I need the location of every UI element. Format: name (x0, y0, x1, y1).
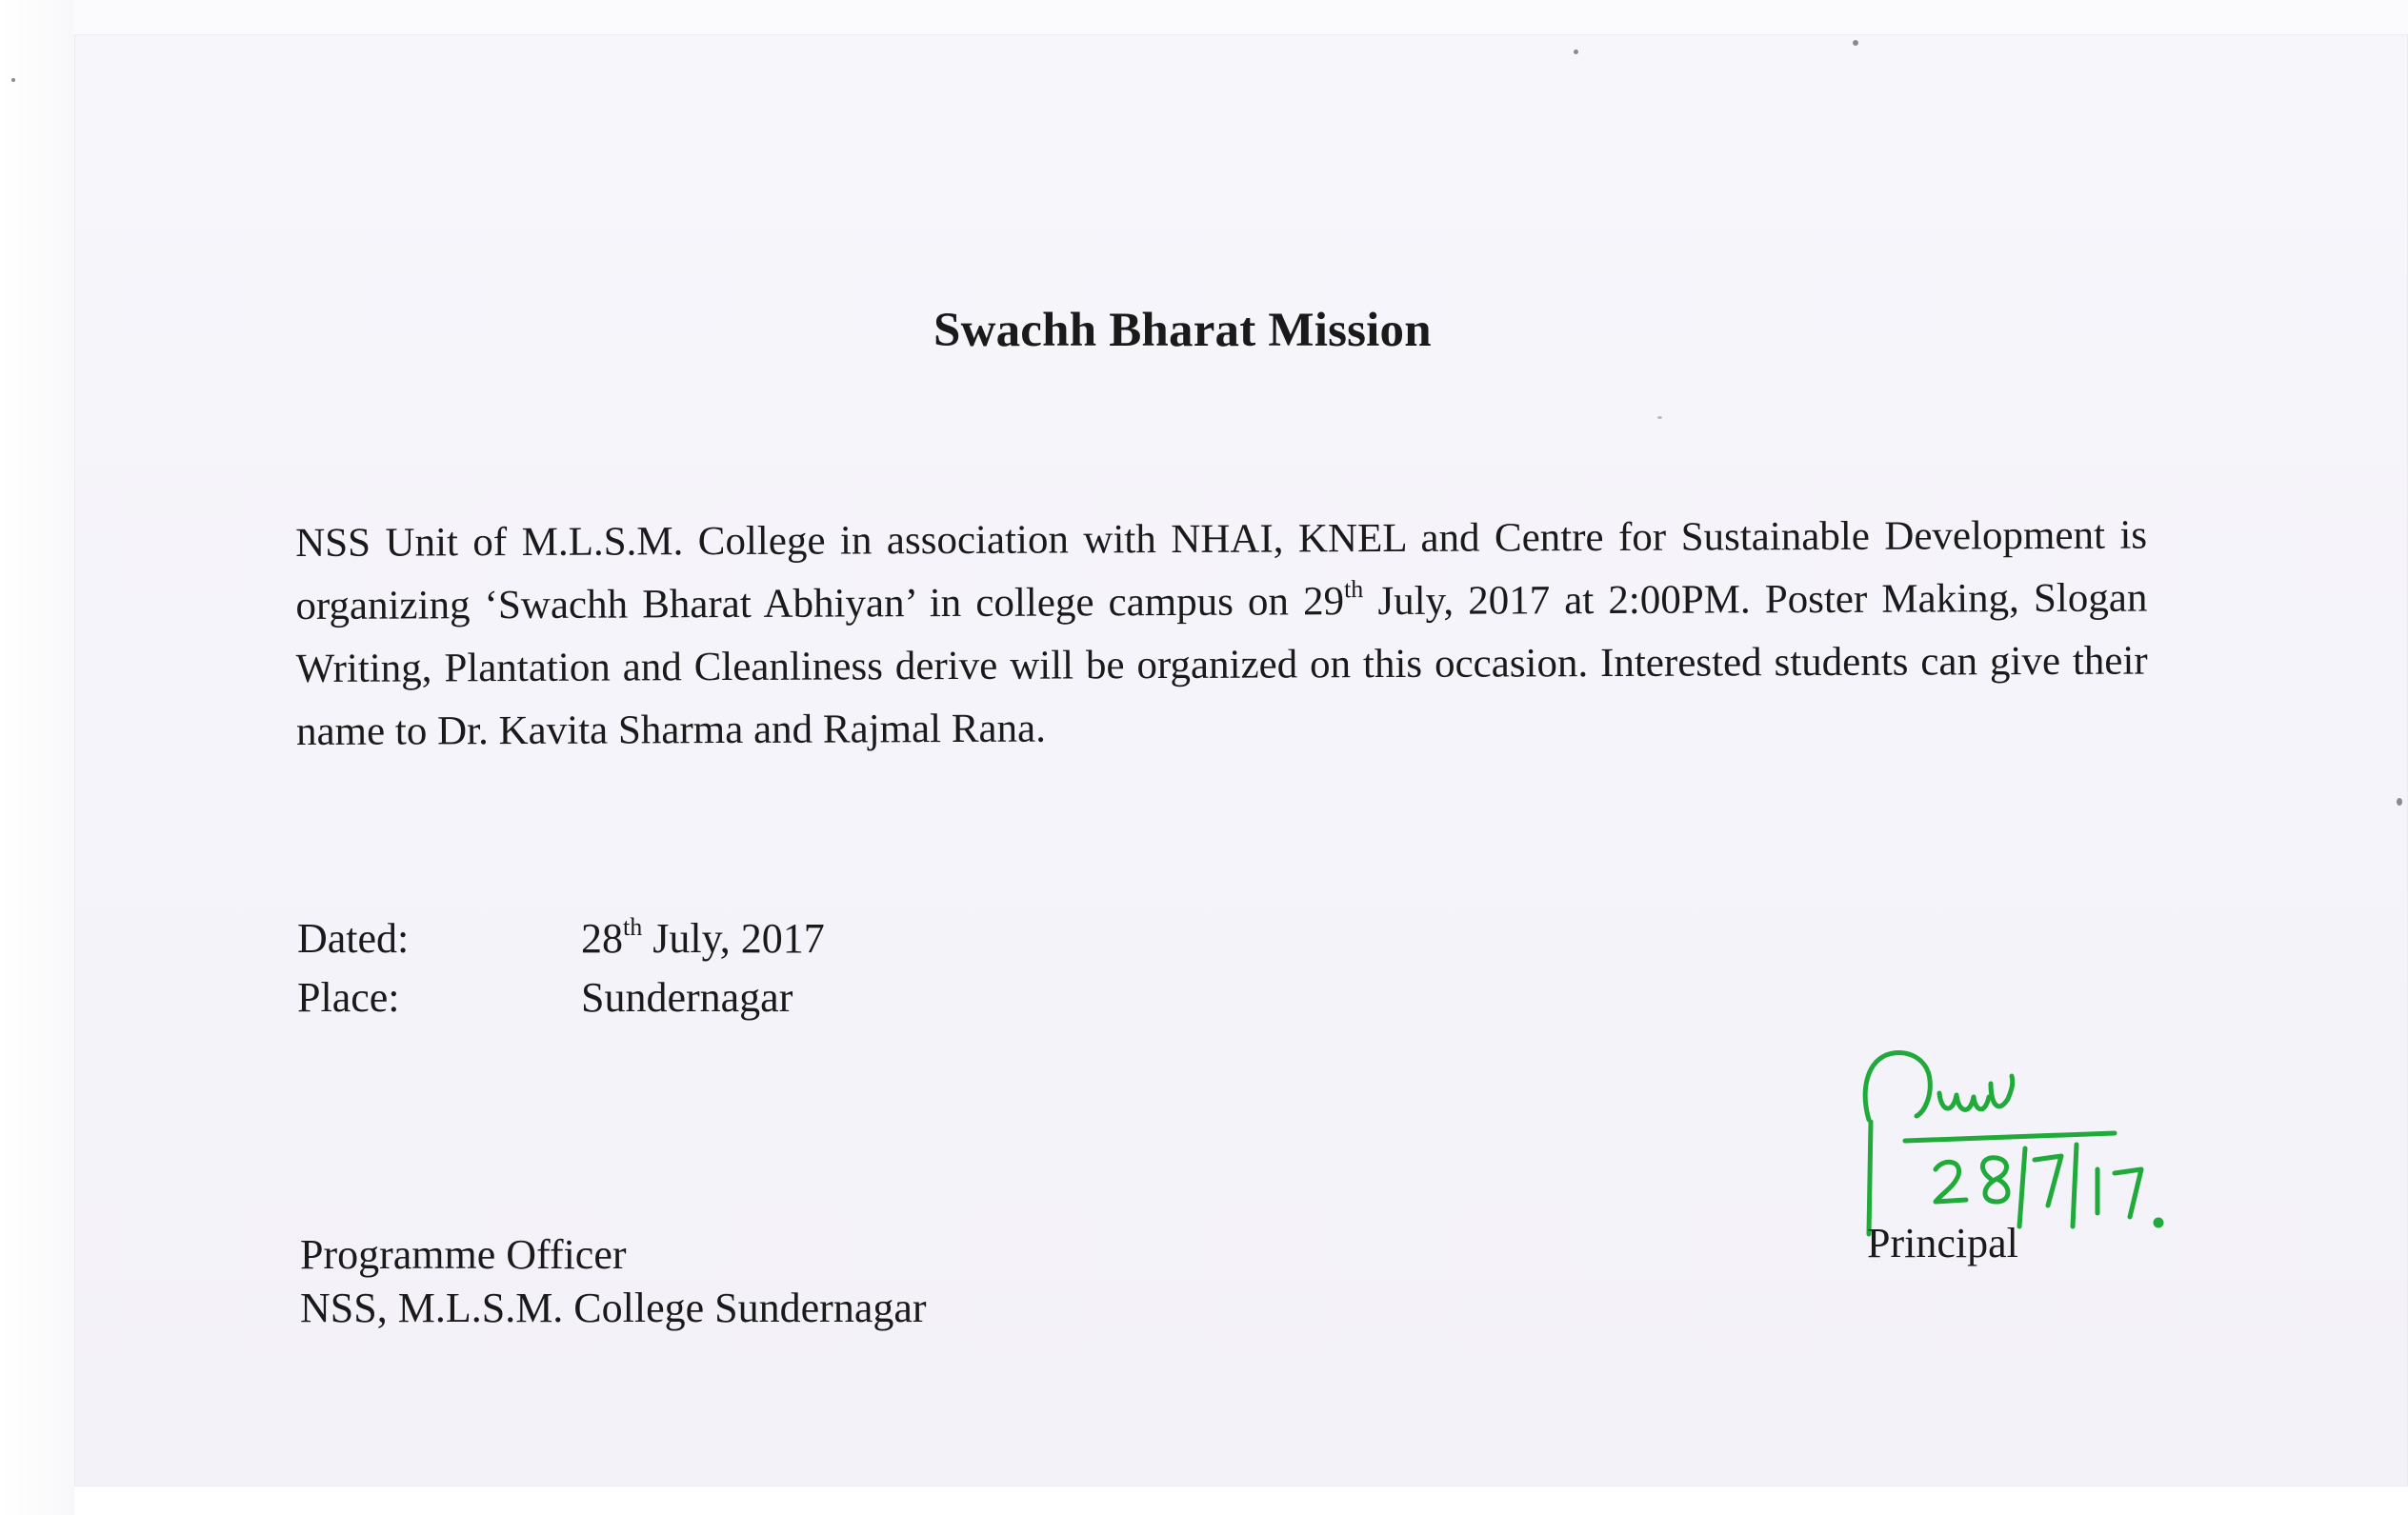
handwritten-digit (1936, 1162, 1966, 1202)
officer-unit: NSS, M.L.S.M. College Sundernagar (300, 1285, 927, 1331)
scan-edge-top (0, 0, 2408, 34)
scan-speck (1853, 40, 1858, 46)
signature-initials (1865, 1053, 1930, 1120)
page-title: Swachh Bharat Mission (933, 304, 1432, 357)
place-value: Sundernagar (581, 974, 793, 1021)
scan-speck (11, 78, 15, 82)
signature-vertical-stroke (1869, 1122, 1871, 1234)
place-label: Place: (297, 974, 400, 1021)
dated-row (297, 909, 825, 968)
signature-stroke (1939, 1093, 1989, 1109)
principal-label: Principal (1867, 1220, 2018, 1266)
notice-body-text-continued: July, 2017 at 2:00PM. Poster Making, Slogan Writing, Plantation and Cleanliness derive will be organized on this occasion. Interested students can give their name to Dr. Kavita Sharma and Rajmal Rana. (295, 575, 2148, 754)
signature-underline (1905, 1133, 2115, 1141)
date-superscript: th (1343, 575, 1364, 604)
notice-body-text: NSS Unit of M.L.S.M. College in association with NHAI, KNEL and Centre for Sustainable Development is organizing ‘Swachh Bharat Abhiyan’ in college campus on 29 (295, 512, 2148, 628)
dated-month-year: July, 2017 (642, 915, 825, 962)
handwritten-digit (1982, 1158, 2008, 1202)
place-row (297, 968, 825, 1027)
officer-block (300, 1228, 927, 1335)
scan-speck (1657, 416, 1662, 419)
handwritten-slash (2019, 1148, 2025, 1226)
dated-value (581, 909, 825, 968)
dated-day: 28 (581, 915, 623, 962)
scan-speck (2397, 798, 2402, 806)
notice-body (295, 505, 2148, 764)
date-place-block (297, 909, 825, 1027)
officer-title: Programme Officer (300, 1231, 627, 1278)
dated-label: Dated: (297, 915, 410, 962)
handwritten-dot (2156, 1220, 2161, 1226)
handwritten-slash (2073, 1145, 2077, 1226)
handwritten-digit (2115, 1169, 2141, 1217)
handwritten-digit (2035, 1156, 2061, 1206)
dated-day-superscript: th (623, 913, 643, 941)
scan-edge-left (0, 0, 74, 1515)
signature-stroke (1991, 1076, 2013, 1106)
scan-speck (1574, 50, 1578, 54)
